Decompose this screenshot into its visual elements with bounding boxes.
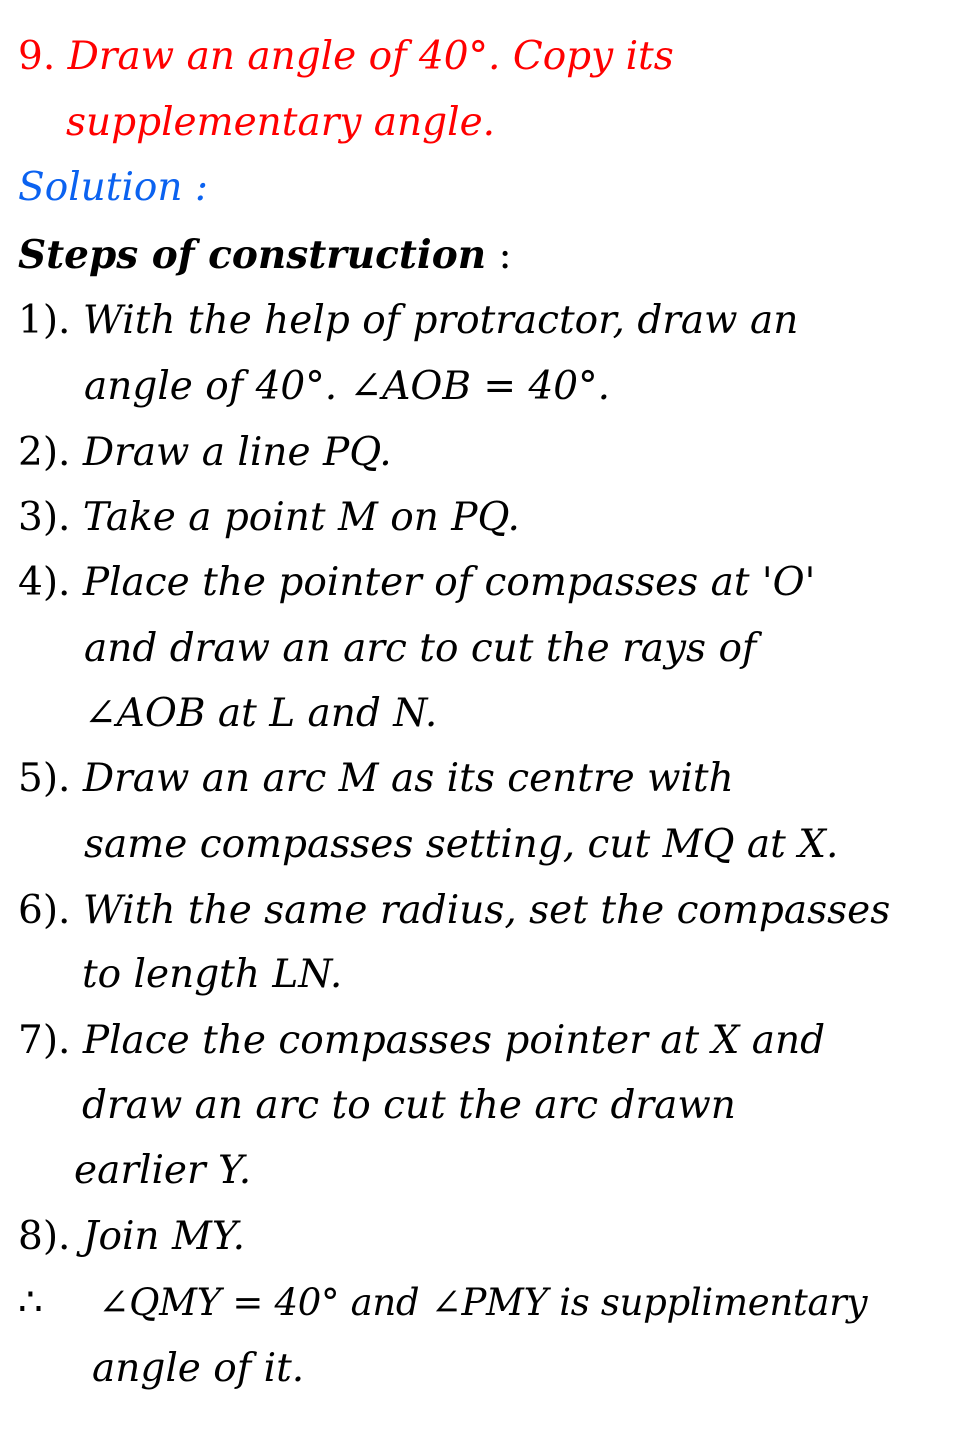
step-2-text-1: Draw a line PQ. [82,430,392,475]
therefore-symbol: ∴ [18,1280,43,1325]
step-2-line-1 [18,430,392,476]
step-4-number: 4). [18,560,71,605]
step-5-text-1: Draw an arc M as its centre with [82,756,734,801]
step-1-number: 1). [18,298,71,343]
step-8-line-1 [18,1214,245,1260]
steps-heading-colon: : [498,233,512,278]
question-number: 9. [18,34,56,79]
step-7-number: 7). [18,1018,71,1063]
step-3-line-1 [18,495,520,541]
step-6-number: 6). [18,888,71,933]
step-4-line-2: and draw an arc to cut the rays of [84,626,757,671]
step-1-line-2: angle of 40°. ∠AOB = 40°. [84,364,610,409]
step-3-text-1: Take a point M on PQ. [82,495,520,540]
step-4-line-3: ∠AOB at L and N. [84,691,438,736]
step-5-line-1 [18,756,734,802]
solution-label: Solution : [18,165,209,210]
step-7-text-1: Place the compasses pointer at X and [82,1018,826,1063]
step-1-line-1 [18,298,798,344]
step-7-line-2: draw an arc to cut the arc drawn [82,1083,736,1128]
step-1-text-1: With the help of protractor, draw an [82,298,799,343]
steps-heading-text: Steps of construction [18,232,487,278]
step-4-text-1: Place the pointer of compasses at 'O' [82,560,816,605]
step-7-line-3: earlier Y. [74,1148,252,1193]
conclusion-text-1: ∠QMY = 40° and ∠PMY is supplimentary [98,1281,868,1324]
step-6-text-1: With the same radius, set the compasses [82,888,891,933]
step-7-line-1 [18,1018,825,1064]
step-5-line-2: same compasses setting, cut MQ at X. [84,822,839,867]
step-8-text-1: Join MY. [82,1214,245,1259]
question-text-2: supplementary angle. [66,100,496,145]
step-5-number: 5). [18,756,71,801]
question-line-1 [18,34,674,80]
step-6-line-1 [18,888,890,934]
question-line-2 [66,100,495,146]
step-4-line-1 [18,560,815,606]
step-6-line-2: to length LN. [82,952,343,997]
conclusion-line-1 [18,1280,867,1326]
conclusion-line-2: angle of it. [92,1346,305,1391]
step-8-number: 8). [18,1214,71,1259]
steps-heading [18,232,512,279]
step-3-number: 3). [18,495,71,540]
step-2-number: 2). [18,430,71,475]
question-text-1: Draw an angle of 40°. Copy its [67,34,674,79]
